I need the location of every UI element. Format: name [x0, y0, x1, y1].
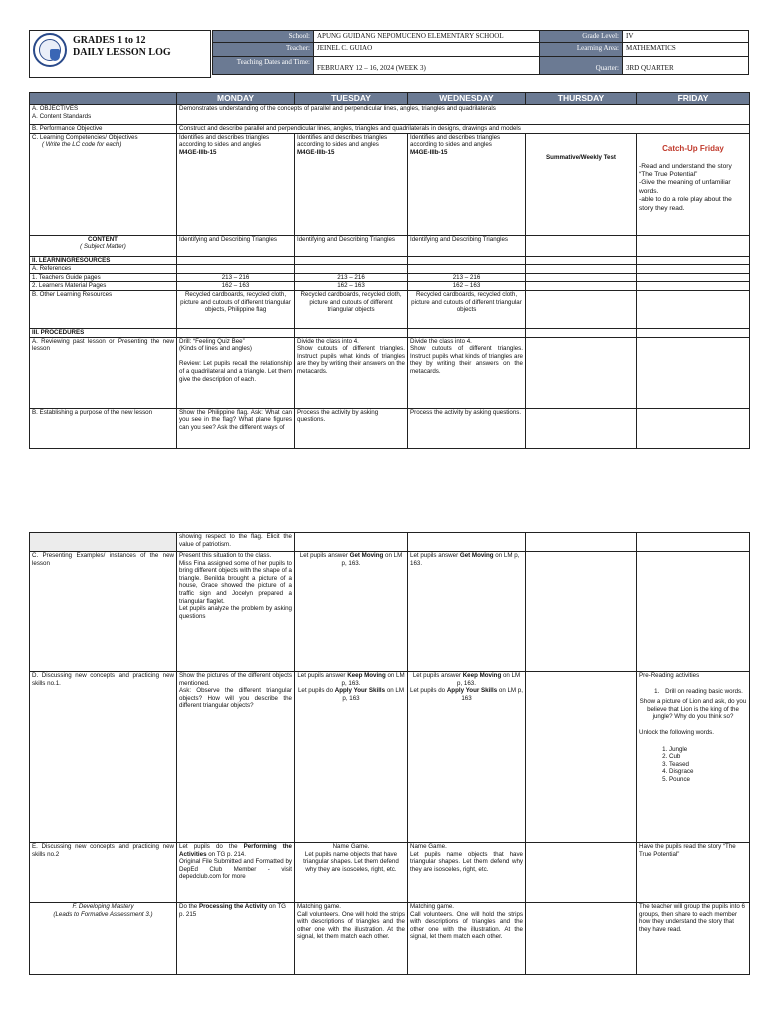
tuesday-mastery: Matching game. Call volunteers. One will hold the strips with descriptions of triangles and the other one with the illustration. At the signal, let them match each other. — [295, 903, 408, 975]
discussing-2-label: E. Discussing new concepts and practicing new skills no.2 — [30, 843, 177, 903]
monday-lm: 162 – 163 — [177, 282, 295, 291]
form-title-dll: DAILY LESSON LOG — [73, 47, 171, 58]
content-standard-text: Demonstrates understanding of the concepts of parallel and perpendicular lines, angles, triangles and quadrilaterals — [177, 105, 750, 125]
presenting-examples-label: C. Presenting Examples/ instances of the new lesson — [30, 552, 177, 672]
formative-assessment-note: (Leads to Formative Assessment 3.) — [53, 910, 153, 918]
wednesday-mastery: Matching game. Call volunteers. One will hold the strips with descriptions of triangles and the other one with the illustration. At the signal, let them match each other. — [408, 903, 526, 975]
day-monday: MONDAY — [177, 93, 295, 105]
tuesday-other-resources: Recycled cardboards, recycled cloth, picture and cutouts of different triangular objects — [295, 290, 408, 328]
tg-pages-label: 1. Teachers Guide pages — [30, 273, 177, 282]
tuesday-lm: 162 – 163 — [295, 282, 408, 291]
teacher-label: Teacher: — [213, 43, 314, 57]
pre-reading-title: Pre-Reading activities — [639, 672, 700, 679]
monday-content: Identifying and Describing Triangles — [177, 235, 295, 256]
competency-text: Identifies and describes triangles according to sides and angles — [297, 133, 388, 149]
lion-question: Show a picture of Lion and ask, do you believe that Lion is the king of the jungle? Why do you think so? — [639, 698, 747, 721]
corner-cell — [30, 93, 177, 105]
dates-label: Teaching Dates and Time: — [213, 57, 314, 75]
competencies-heading: C. Learning Competencies/ Objectives — [32, 133, 138, 141]
competency-code: M4GE-IIIb-15 — [179, 148, 217, 156]
tuesday-content: Identifying and Describing Triangles — [295, 235, 408, 256]
teacher-value: JEINEL C. GUIAO — [314, 43, 540, 57]
lm-pages-label: 2. Learners Material Pages — [30, 282, 177, 291]
dates-value: FEBRUARY 12 – 16, 2024 (WEEK 3) — [314, 57, 540, 75]
school-value: APUNG GUIDANG NEPOMUCENO ELEMENTARY SCHOOL — [314, 31, 540, 43]
procedures-label: III. PROCEDURES — [30, 328, 177, 337]
vocabulary-list: 1. Jungle 2. Cub 3. Teased 4. Disgrace 5. Pounce — [639, 746, 747, 784]
content-standards-label: A. Content Standards — [32, 112, 92, 120]
tuesday-review: Divide the class into 4. Show cutouts of different triangles. Instruct pupils what kinds of triangles are they by writing their answers on the metacards. — [295, 337, 408, 408]
learning-resources-label: II. LEARNINGRESOURCES — [30, 256, 177, 265]
form-title-grades: GRADES 1 to 12 — [73, 35, 146, 46]
lesson-table-page1 — [29, 92, 750, 449]
wednesday-establishing: Process the activity by asking questions. — [408, 408, 526, 448]
area-value: MATHEMATICS — [623, 43, 749, 57]
discussing-1-label: D. Discussing new concepts and practicing new skills no.1. — [30, 672, 177, 843]
monday-review: Drill: “Feeling Quiz Bee” (Kinds of lines and angles) Review: Let pupils recall the relationship of a quadrilateral and a triangle. Let them give the description of each. — [177, 337, 295, 408]
wednesday-content: Identifying and Describing Triangles — [408, 235, 526, 256]
drill-item: 1. Drill on reading basic words. — [661, 688, 747, 696]
day-friday: FRIDAY — [637, 93, 750, 105]
competencies-label — [30, 133, 177, 235]
quarter-label: Quarter: — [540, 57, 623, 75]
day-thursday: THURSDAY — [526, 93, 637, 105]
tuesday-discussing-1: Let pupils answer Keep Moving on LM p, 163. Let pupils do Apply Your Skills on LM p, 163 — [295, 672, 408, 843]
wednesday-discussing-1: Let pupils answer Keep Moving on LM p, 163. Let pupils do Apply Your Skills on LM p, 163 — [408, 672, 526, 843]
monday-other-resources: Recycled cardboards, recycled cloth, picture and cutouts of different triangular objects, Philippine flag — [177, 290, 295, 328]
area-label: Learning Area: — [540, 43, 623, 57]
tuesday-competency — [295, 133, 408, 235]
thursday-competency — [526, 133, 637, 235]
performance-objective-label: B. Performance Objective — [30, 125, 177, 134]
unlock-words-instruction: Unlock the following words. — [639, 728, 714, 736]
day-tuesday: TUESDAY — [295, 93, 408, 105]
tuesday-discussing-2: Name Game. Let pupils name objects that have triangular shapes. Let them defend why they are isosceles, right, etc. — [295, 843, 408, 903]
references-label: A. References — [30, 265, 177, 274]
friday-discussing-1 — [637, 672, 750, 843]
monday-competency — [177, 133, 295, 235]
performance-objective-text: Construct and describe parallel and perpendicular lines, angles, triangles and quadrilaterals in designs, drawings and models — [177, 125, 750, 134]
competency-text: Identifies and describes triangles according to sides and angles — [410, 133, 501, 149]
establishing-label: B. Establishing a purpose of the new lesson — [30, 408, 177, 448]
competency-code: M4GE-IIIb-15 — [410, 148, 448, 156]
subject-matter-note: ( Subject Matter) — [80, 243, 126, 251]
depedclub-credit: Original File Submitted and Formatted by DepEd Club Member - visit depedclub.com for more — [179, 858, 292, 881]
monday-discussing-1: Show the pictures of the different objects mentioned. Ask: Observe the different triangular objects? How will you describe the different triangular objects? — [177, 672, 295, 843]
objectives-heading: A. OBJECTIVES — [32, 105, 79, 112]
grade-label: Grade Level: — [540, 31, 623, 43]
grade-value: IV — [623, 31, 749, 43]
thursday-content — [526, 235, 637, 256]
monday-tg: 213 – 216 — [177, 273, 295, 282]
wednesday-presenting: Let pupils answer Get Moving on LM p, 163. — [408, 552, 526, 672]
tuesday-tg: 213 – 216 — [295, 273, 408, 282]
monday-presenting: Present this situation to the class. Miss Fina assigned some of her pupils to bring different objects with the shape of a triangle. Benilda brought a picture of a house, Grace showed the picture of a traffic sign and Jocelyn prepared a triangular flaglet. Let pupils analyze the problem by asking questions — [177, 552, 295, 672]
developing-mastery-label — [30, 903, 177, 975]
reviewing-label: A. Reviewing past lesson or Presenting the new lesson — [30, 337, 177, 408]
tuesday-presenting: Let pupils answer Get Moving on LM p, 163. — [295, 552, 408, 672]
wednesday-competency — [408, 133, 526, 235]
friday-discussing-2: Have the pupils read the story “The True Potential” — [637, 843, 750, 903]
developing-mastery-heading: F. Developing Mastery — [72, 903, 134, 910]
header-info-table — [212, 30, 749, 75]
monday-establishing-cont: showing respect to the flag. Elicit the value of patriotism. — [177, 533, 295, 552]
wednesday-review: Divide the class into 4. Show cutouts of different triangles. Instruct pupils what kinds of triangles are they by writing their answers on the metacards. — [408, 337, 526, 408]
quarter-value: 3RD QUARTER — [623, 57, 749, 75]
monday-discussing-2: Let pupils do the Performing the Activities on TG p. 214. Original File Submitted and Formatted by DepEd Club Member - visit depedclub.com for more — [177, 843, 295, 903]
competency-text: Identifies and describes triangles according to sides and angles — [179, 133, 270, 149]
friday-content — [637, 235, 750, 256]
content-heading: CONTENT — [88, 235, 118, 243]
monday-establishing: Show the Philippine flag. Ask: What can you see in the flag? What plane figures can you see? Ask the different ways of — [177, 408, 295, 448]
friday-competency — [637, 133, 750, 235]
deped-seal-icon — [33, 33, 67, 67]
wednesday-other-resources: Recycled cardboards, recycled cloth, picture and cutouts of different triangular objects — [408, 290, 526, 328]
competencies-note: ( Write the LC code for each) — [42, 141, 122, 149]
wednesday-discussing-2: Name Game. Let pupils name objects that have triangular shapes. Let them defend why they are isosceles, right, etc. — [408, 843, 526, 903]
tuesday-establishing: Process the activity by asking questions. — [295, 408, 408, 448]
content-label — [30, 235, 177, 256]
school-label: School: — [213, 31, 314, 43]
wednesday-tg: 213 – 216 — [408, 273, 526, 282]
friday-mastery: The teacher will group the pupils into 6 groups, then share to each member how they understand the story that they have read. — [637, 903, 750, 975]
catch-up-friday-title: Catch-Up Friday — [662, 143, 724, 153]
lesson-table-page2 — [29, 532, 750, 975]
day-wednesday: WEDNESDAY — [408, 93, 526, 105]
objectives-label — [30, 105, 177, 125]
other-resources-label: B. Other Learning Resources — [30, 290, 177, 328]
friday-objectives: -Read and understand the story “The True Potential” -Give the meaning of unfamiliar words. -able to do a role play about the story they read. — [639, 162, 732, 212]
competency-code: M4GE-IIIb-15 — [297, 148, 335, 156]
monday-mastery: Do the Processing the Activity on TG p. 215 — [177, 903, 295, 975]
summative-test-label: Summative/Weekly Test — [546, 153, 616, 161]
wednesday-lm: 162 – 163 — [408, 282, 526, 291]
